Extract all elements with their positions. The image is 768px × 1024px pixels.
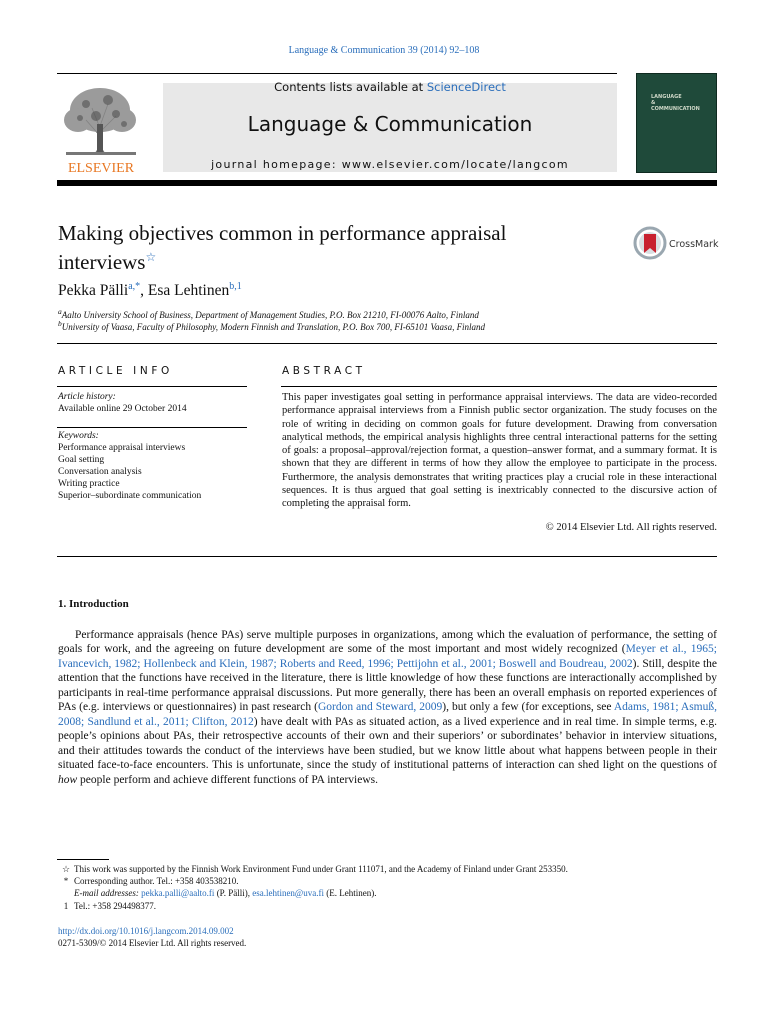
footnote-rule [57,859,109,860]
article-history-date: Available online 29 October 2014 [58,404,187,414]
article-history-label: Article history: [58,392,116,402]
journal-citation[interactable]: Language & Communication 39 (2014) 92–108 [288,45,480,56]
author-list [58,281,242,300]
keyword-item: Goal setting [58,455,105,465]
email-label: E-mail addresses: [74,888,139,898]
cover-title-line2: & [651,100,656,106]
citation-link[interactable]: Meyer et al., 1965; Ivancevich, 1982; Hollenbeck and Klein, 1987; Roberts and Reed, 1996; Pettijohn et al., 2001; Boswell and Boudreau, 2002 [58,643,717,670]
article-info-heading: ARTICLE INFO [58,365,173,377]
homepage-link[interactable]: www.elsevier.com/locate/langcom [341,158,569,171]
keyword-item: Conversation analysis [58,467,142,477]
abstract-bottom-rule [57,556,717,557]
cover-title [651,94,700,112]
cover-title-line1: LANGUAGE [651,94,682,100]
contents-prefix: Contents lists available at [274,80,427,94]
footnote-mark: ☆ [61,864,71,874]
keyword-item: Superior–subordinate communication [58,491,202,501]
article-info-rule [57,386,247,387]
title-footnote-mark[interactable]: ☆ [145,250,157,264]
email-link-palli[interactable]: pekka.palli@aalto.fi [141,888,215,898]
keyword-item: Performance appraisal interviews [58,443,186,453]
footnote-corresponding: * Corresponding author. Tel.: +358 403538210. [58,876,239,886]
abstract-rule [281,386,717,387]
title-line1: Making objectives common in performance appraisal [58,221,507,245]
contents-line [163,80,617,94]
section-heading-introduction: 1. Introduction [58,598,129,610]
corresponding-author-mark[interactable]: * [135,281,141,292]
keywords-rule [57,427,247,428]
crossmark-badge[interactable] [633,226,723,260]
crossmark-label: CrossMark [669,239,719,250]
affiliation-b-mark: b [58,319,62,328]
author-separator: , [140,282,148,299]
header-thick-rule [57,180,717,186]
abstract-heading: ABSTRACT [282,365,366,377]
affiliation-a: $^a$Aalto University School of Business, Department of Management Studies, P.O. Box 21210, FI-00076 Aalto, Finland [58,307,479,320]
abstract-text: This paper investigates goal setting in performance appraisal interviews. The data are video-recorded performance appraisal interviews from a Finnish public sector organization. The study focuses on the role of writing in deciding on common goals for future development. Drawing from conversation analytical methods, the empirical analysis highlights three central interactional patterns for the setting of goals: a proposal–approval/rejection format, a question–answer format, and a summary format. It is shown that they are different in terms of how they allow the employee to participate in the process. Furthermore, the analysis demonstrates that writing practices play a crucial role in these interactional sequences. It is thus argued that goal setting is inextricably connected to the discursive action of completing the appraisal form. [282,392,717,510]
journal-homepage [163,158,617,171]
citation-link[interactable]: Gordon and Steward, 2009 [317,701,443,714]
journal-name: Language & Communication [247,112,533,136]
article-title [58,221,618,274]
abstract-copyright: © 2014 Elsevier Ltd. All rights reserved. [545,522,717,533]
keywords-label: Keywords: [58,431,99,441]
affiliation-a-mark: a [58,307,62,316]
doi-link[interactable]: http://dx.doi.org/10.1016/j.langcom.2014.09.002 [58,926,234,936]
emphasis-how: how [58,773,78,786]
elsevier-tree-icon [56,80,146,176]
homepage-prefix: journal homepage: [211,158,342,171]
keyword-item: Writing practice [58,479,120,489]
keywords-list [58,442,201,502]
citation-link[interactable]: Adams, 1981; Asmuß, 2008; Sandlund et al., 2011; Clifton, 2012 [58,701,717,728]
cover-title-line3: COMMUNICATION [651,106,700,112]
footnote-tel: 1 Tel.: +358 294498377. [58,901,156,911]
publisher-name: ELSEVIER [67,161,135,176]
journal-cover-thumbnail[interactable] [636,73,717,173]
elsevier-logo[interactable] [56,80,146,176]
sciencedirect-link[interactable]: ScienceDirect [426,80,506,94]
author-2: Esa Lehtinen [147,282,230,299]
email-link-lehtinen[interactable]: esa.lehtinen@uva.fi [252,888,324,898]
intro-paragraph: Performance appraisals (hence PAs) serve multiple purposes in organizations, among which the evaluation of performance, the setting of goals for work, and the agreeing on future development are some of the most important and most widely recognized (Meyer et al., 1965; Ivancevich, 1982; Hollenbeck and Klein, 1987; Roberts and Reed, 1996; Pettijohn et al., 2001; Boswell and Boudreau, 2002). Still, despite the attention that the functions have received in the literature, there is little knowledge of how these functions are interactionally accomplished by participants in real-time performance appraisal discussions. Put more generally, there has been an overall emphasis on reported experiences of PAs (e.g. interviews or questionnaires) in past research (Gordon and Steward, 2009), but only a few (for exceptions, see Adams, 1981; Asmuß, 2008; Sandlund et al., 2011; Clifton, 2012) have dealt with PAs as situated action, as a lived experience and in real time. In simple terms, e.g. people’s opinions about PAs, their retrospective accounts of their own and their superiors’ or subordinates’ behavior in interview situations, and their attitudes towards the conduct of the interviews have been studied, but we know little about what happens between people in their situated face-to-face encounters. This is unfortunate, since the study of institutional patterns of interaction can shed light on the questions of how people perform and achieve different functions of PA interviews. [58,629,718,786]
footnote-emails: E-mail addresses: pekka.palli@aalto.fi (P. Pälli), esa.lehtinen@uva.fi (E. Lehtinen). [74,888,377,898]
author-2-affiliation-mark[interactable]: b,1 [229,281,242,292]
author-1: Pekka Pälli [58,282,129,299]
header-rule [57,73,617,74]
affiliation-b: $^b$University of Vaasa, Faculty of Philosophy, Modern Finnish and Translation, P.O. Box 700, FI-65101 Vaasa, Finland [58,319,486,332]
crossmark-icon [633,226,723,260]
title-line2: interviews☆ [58,250,157,274]
affiliation-rule [57,343,717,344]
footnote-funding: ☆ This work was supported by the Finnish Work Environment Fund under Grant 111071, and the Academy of Finland under Grant 253350. [58,864,568,875]
footnote-mark: * [63,876,69,886]
issn-line: 0271-5309/© 2014 Elsevier Ltd. All rights reserved. [58,938,247,948]
footnote-mark: 1 [63,901,69,911]
author-1-affiliation-mark[interactable]: a, [128,281,136,292]
